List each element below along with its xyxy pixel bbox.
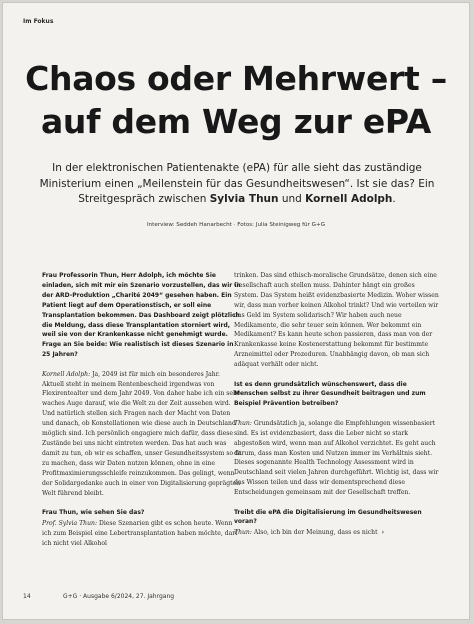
answer-text: Diese Szenarien gibt es schon heute. Wenn ich zum Beispiel eine Lebertransplantation haben möchte, darf ich nicht viel Alkohol xyxy=(42,519,238,547)
page-number: 14 xyxy=(23,593,31,600)
issue-info: G+G · Ausgabe 6/2024, 27. Jahrgang xyxy=(63,593,175,600)
speaker-thun: Prof. Sylvia Thun: xyxy=(42,519,98,527)
lead-name-2: Kornell Adolph xyxy=(305,193,393,205)
section-rubric: Im Fokus xyxy=(23,18,54,25)
answer-text: Grundsätzlich ja, solange die Empfehlungen wissenbasiert sind. Es ist evidenzbasiert, dass die Leber nicht so stark abgestoßen wird, wenn man auf Alkohol verzichtet. Es geht auch darum, dass man Kosten und Nutzen immer im Verhältnis sieht. Dieses sogenannte Health Technology Assessment wird in Deutschland seit vielen Jahren durchgeführt. Wichtig ist, dass wir das Wissen teilen und dass wir dementsprechend diese Entscheidungen gemeinsam mit der Gesellschaft treffen. xyxy=(234,419,439,497)
headline-line-2: auf dem Weg zur ePA xyxy=(40,102,432,141)
interview-question-1: Frau Professorin Thun, Herr Adolph, ich möchte Sie einladen, sich mit mir ein Szenario vorzustellen, das wir in der ARD-Produktion „Charité 2049“ gesehen haben. Ein Patient liegt auf dem Operationstisch, er soll eine Transplantation bekommen. Das Dashboard zeigt plötzlich die Meldung, dass diese Transplantation storniert wird, weil sie von der Krankenkasse nicht genehmigt wurde. Frage an Sie beide: Wie realistisch ist dieses Szenario in 25 Jahren? xyxy=(42,272,241,359)
text-column-left xyxy=(42,271,242,558)
interview-answer-continued: trinken. Das sind ethisch-moralische Grundsätze, denen sich eine Gesellschaft auch stellen muss. Dahinter hängt ein großes System. Das System heißt evidenzbasierte Medizin. Woher wissen wir, dass man vorher keinen Alkohol trinkt? Und wie verteilen wir das Geld im System solidarisch? Wir haben auch neue Medikamente, die sehr teuer sein können. Wer bekommt ein Medikament? Es kann heute schon passieren, dass man von der Krankenkasse keine Kostenerstattung bekommt für bestimmte Arzneimittel oder Prozeduren. Unabhängig davon, ob man sich adäquat verhält oder nicht. xyxy=(234,272,439,369)
interview-answer-2 xyxy=(42,519,242,549)
lead-name-1: Sylvia Thun xyxy=(209,193,279,205)
photo-credit: Interview: Seddeh Hanarbecht · Fotos: Julia Steinigweg für G+G xyxy=(146,222,326,228)
speaker-thun: Thun: xyxy=(234,419,252,427)
answer-text: Ja, 2049 ist für mich ein besonderes Jahr. Aktuell steht in meinem Rentenbescheid irgendwas von Flexirentealter und dem Jahr 2049. Von daher habe ich ein sehr waches Auge darauf, wie die Welt zu der Zeit aussehen wird. Und natürlich stellen sich Fragen nach der Macht von Daten und danach, ob Konstellationen wie diese auch in Deutschland möglich sind. Ich persönlich engagiere mich dafür, dass diese Zustände bei uns nicht eintreten werden. Das hat auch was damit zu tun, ob wir es schaffen, unser Gesundheitssystem so fit zu machen, dass wir Daten nutzen können, ohne in eine Profitmaximierungsschleife reinzukommen. Das gelingt, wenn der Solidargedanke auch in einer von Digitalisierung geprägten Welt führend bleibt. xyxy=(42,370,242,497)
headline-line-1: Chaos oder Mehrwert – xyxy=(25,59,447,98)
article-lead xyxy=(31,161,443,208)
interview-question-2: Frau Thun, wie sehen Sie das? xyxy=(42,508,145,516)
article-headline xyxy=(3,57,469,143)
lead-and: und xyxy=(278,193,306,205)
speaker-thun: Thun: xyxy=(234,529,252,537)
text-column-right xyxy=(234,271,439,548)
interview-answer-4 xyxy=(234,528,439,538)
answer-text: Also, ich bin der Meinung, dass es nicht xyxy=(251,529,378,537)
lead-end: . xyxy=(392,193,396,205)
interview-question-3: Ist es denn grundsätzlich wünschenswert, dass die Menschen selbst zu ihrer Gesundheit beitragen und zum Beispiel Prävention betreiben? xyxy=(234,380,426,408)
magazine-page xyxy=(2,2,470,620)
interview-answer-3 xyxy=(234,419,439,498)
interview-question-4: Treibt die ePA die Digitalisierung im Gesundheitswesen voran? xyxy=(234,508,422,526)
continue-arrow-icon: › xyxy=(381,529,384,537)
interview-answer-1 xyxy=(42,370,242,499)
lead-text: In der elektronischen Patientenakte (ePA) für alle sieht das zuständige Ministerium einen „Meilenstein für das Gesundheitswesen“. Ist sie das? Ein Streitgespräch zwischen xyxy=(39,162,435,205)
speaker-adolph: Kornell Adolph: xyxy=(42,370,91,378)
